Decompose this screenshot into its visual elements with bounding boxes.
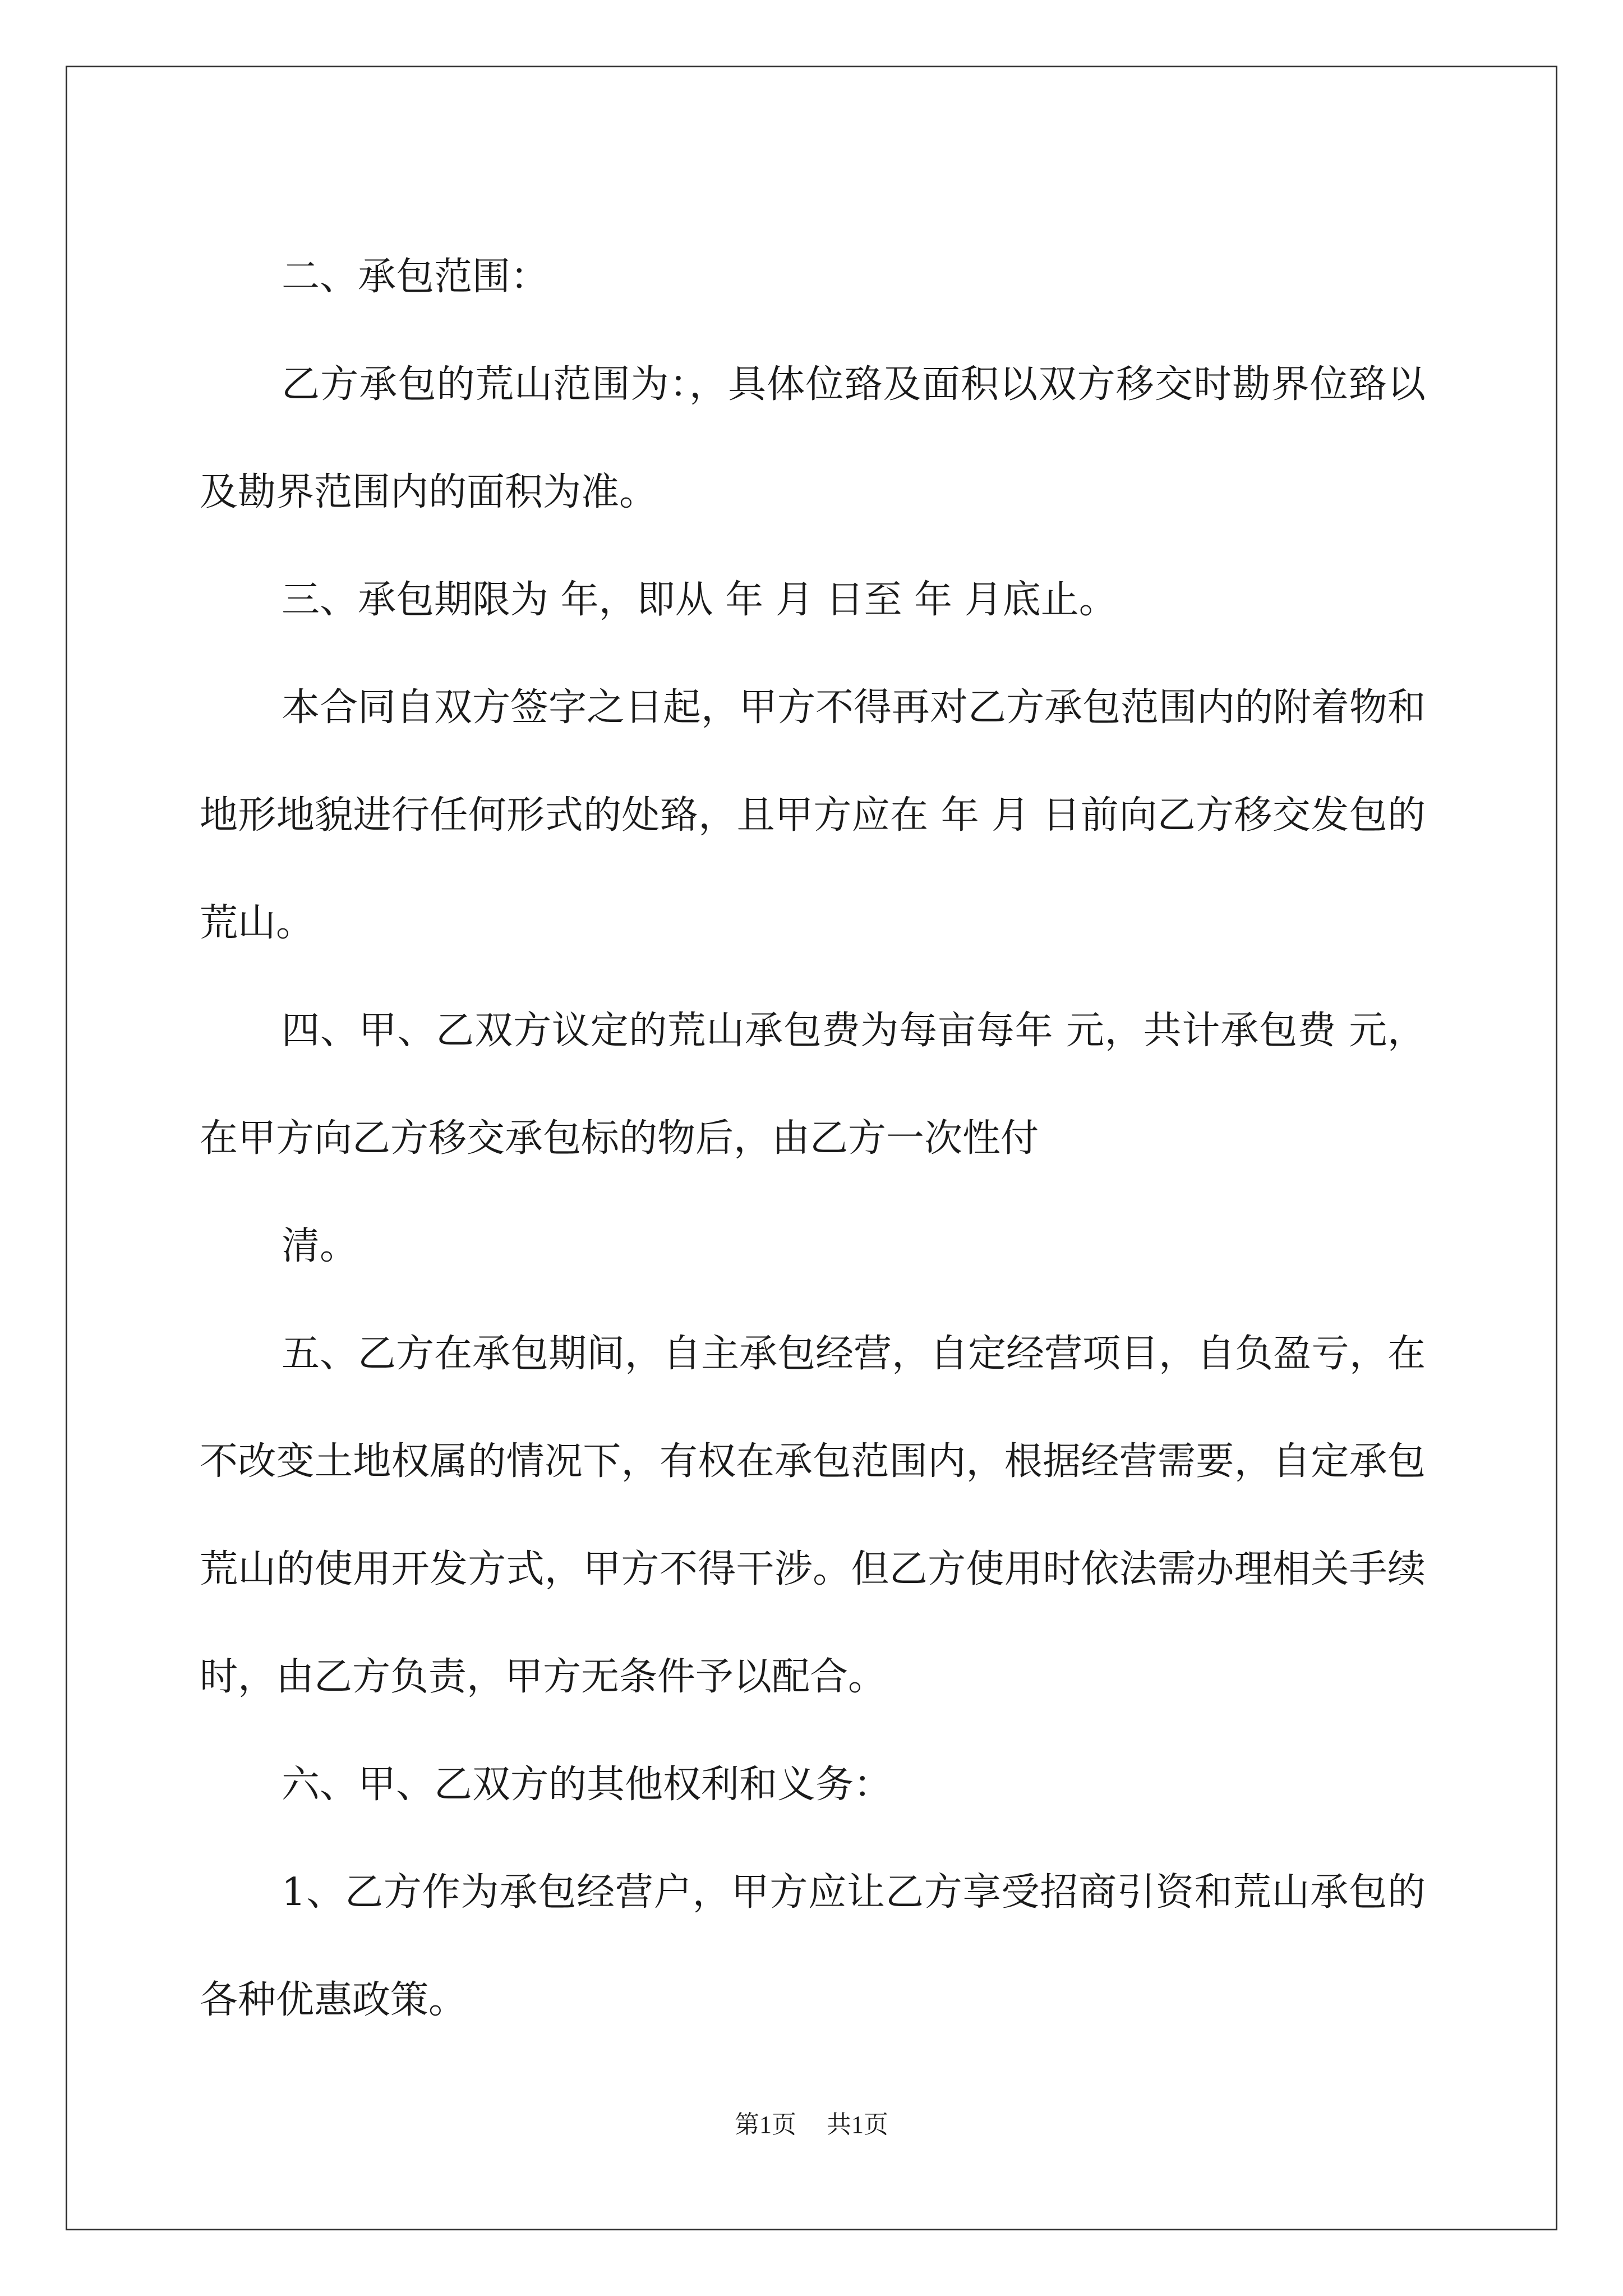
section-5-body: 五、乙方在承包期间，自主承包经营，自定经营项目，自负盈亏，在不改变土地权属的情况下，有权在承包范围内，根据经营需要，自定承包荒山的使用开发方式，甲方不得干涉。但乙方使用时依法需办理相关手续时，由乙方负责，甲方无条件予以配合。: [200, 1332, 1426, 1699]
page-total: 共1页: [827, 2111, 888, 2138]
section-4-continuation: 清。: [282, 1224, 358, 1268]
section-6-item-1: 1、乙方作为承包经营户，甲方应让乙方享受招商引资和荒山承包的各种优惠政策。: [200, 1870, 1426, 2022]
section-2-body: 乙方承包的荒山范围为：，具体位臵及面积以双方移交时勘界位臵以及勘界范围内的面积为准。: [200, 362, 1426, 514]
section-3-term: 三、承包期限为 年，即从 年 月 日至 年 月底止。: [282, 578, 1117, 622]
section-4-fee: 四、甲、乙双方议定的荒山承包费为每亩每年 元，共计承包费 元，在甲方向乙方移交承包标的物后，由乙方一次性付: [200, 1009, 1426, 1161]
page-footer: [0, 2108, 1623, 2142]
document-body: [200, 223, 1426, 2054]
page-number: 第1页: [735, 2111, 796, 2138]
section-2-heading: 二、承包范围：: [282, 255, 549, 299]
section-6-heading: 六、甲、乙双方的其他权利和义务：: [282, 1763, 892, 1807]
section-3-body: 本合同自双方签字之日起，甲方不得再对乙方承包范围内的附着物和地形地貌进行任何形式的处臵，且甲方应在 年 月 日前向乙方移交发包的荒山。: [200, 685, 1426, 945]
